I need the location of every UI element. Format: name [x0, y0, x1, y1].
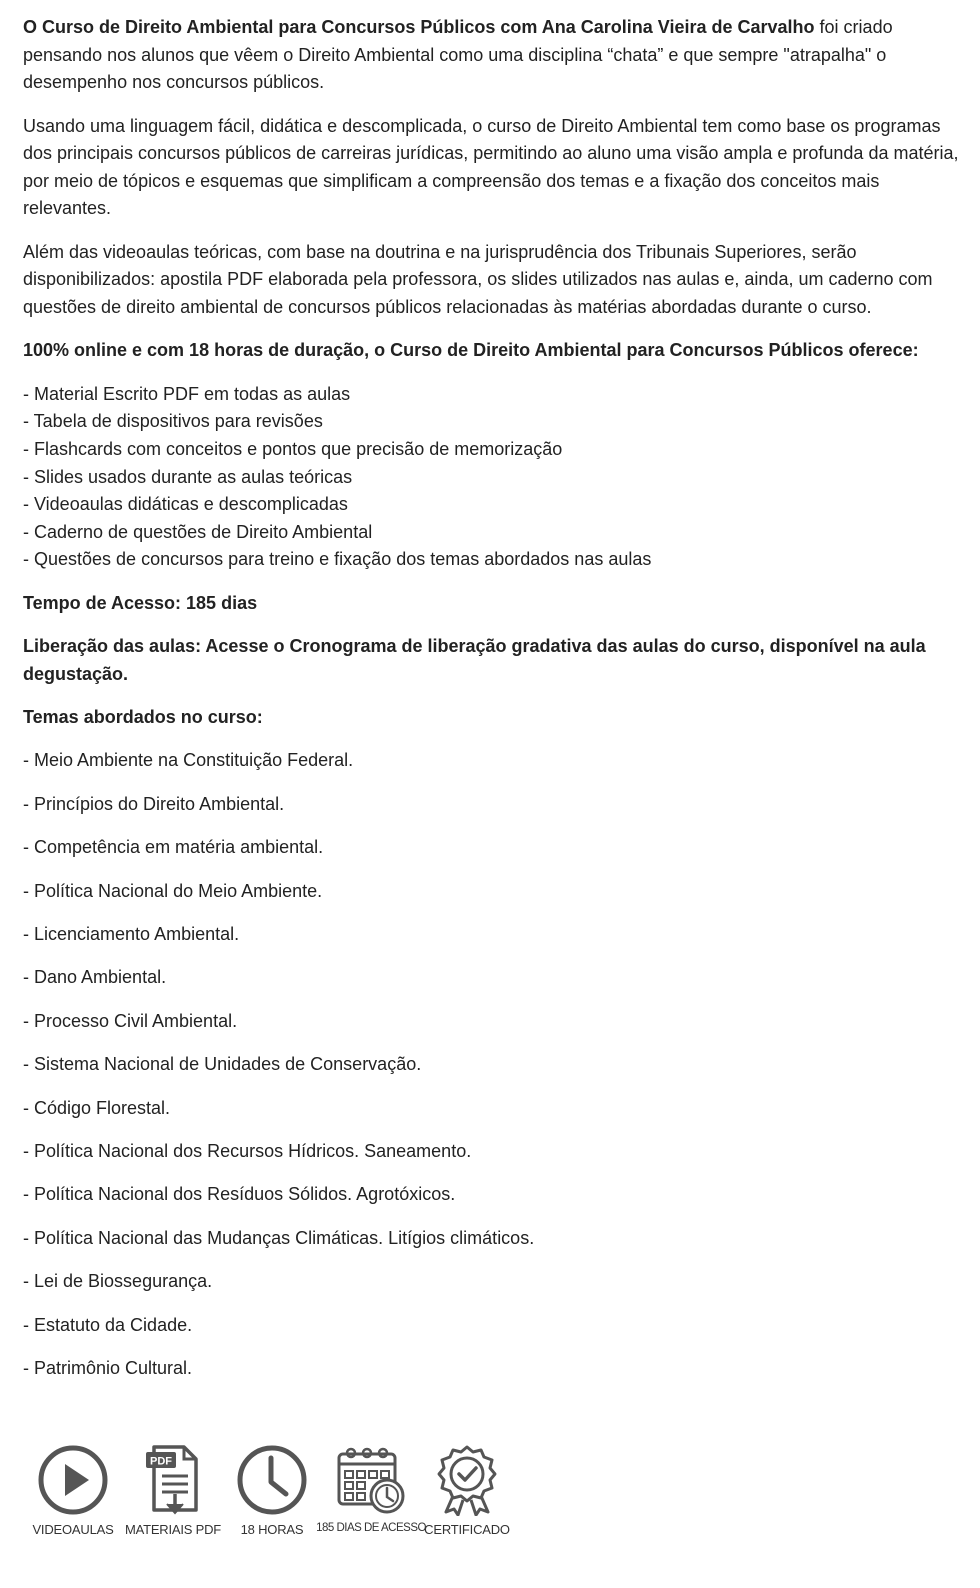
feature-certificado [421, 1444, 513, 1537]
list-item: - Processo Civil Ambiental. [23, 1010, 238, 1031]
intro-paragraph [23, 14, 963, 97]
intro-bold-lead: O Curso de Direito Ambiental para Concursos Públicos com Ana Carolina Vieira de Carvalho [23, 17, 815, 37]
list-item: - Material Escrito PDF em todas as aulas [23, 383, 351, 404]
feature-label: 185 DIAS DE ACESSO [316, 1522, 426, 1534]
certificate-badge-icon [437, 1444, 497, 1516]
feature-videoaulas [23, 1444, 123, 1537]
list-item: - Política Nacional das Mudanças Climáticas. Litígios climáticos. [23, 1227, 535, 1248]
list-item: - Questões de concursos para treino e fixação dos temas abordados nas aulas [23, 549, 652, 570]
play-circle-icon [37, 1444, 109, 1516]
feature-horas [223, 1444, 321, 1537]
feature-label: 18 HORAS [240, 1522, 304, 1537]
list-item: - Política Nacional dos Recursos Hídricos. Saneamento. [23, 1140, 472, 1161]
list-item: - Política Nacional dos Resíduos Sólidos. Agrotóxicos. [23, 1184, 456, 1205]
list-item: - Caderno de questões de Direito Ambiental [23, 521, 373, 542]
topics-list [23, 747, 963, 1382]
feature-label: CERTIFICADO [424, 1522, 510, 1537]
list-item: - Licenciamento Ambiental. [23, 924, 240, 944]
course-description [23, 14, 963, 1398]
feature-label: MATERIAIS PDF [124, 1522, 222, 1537]
list-item: - Meio Ambiente na Constituição Federal. [23, 750, 354, 771]
list-item: - Sistema Nacional de Unidades de Conservação. [23, 1054, 422, 1075]
list-item: - Slides usados durante as aulas teóricas [23, 466, 353, 487]
pdf-document-icon [140, 1444, 206, 1516]
list-item: - Estatuto da Cidade. [23, 1314, 193, 1335]
topics-heading: Temas abordados no curso: [23, 707, 263, 728]
list-item: - Código Florestal. [23, 1097, 171, 1118]
list-item: - Tabela de dispositivos para revisões [23, 411, 323, 432]
feature-materiais-pdf [123, 1444, 223, 1537]
list-item: - Política Nacional do Meio Ambiente. [23, 880, 323, 901]
list-item: - Flashcards com conceitos e pontos que precisão de memorização [23, 438, 563, 459]
calendar-clock-icon [335, 1444, 407, 1514]
feature-acesso [316, 1444, 426, 1534]
list-item: - Princípios do Direito Ambiental. [23, 793, 285, 814]
list-item: - Patrimônio Cultural. [23, 1357, 193, 1378]
paragraph-materials: Além das videoaulas teóricas, com base na doutrina e na jurisprudência dos Tribunais Superiores, serão disponibilizados: apostila PDF elaborada pela professora, os slides utilizados nas aulas e, ainda, um caderno com questões de direito ambiental de concursos públicos relacionadas às matérias abordadas durante o curso. [23, 241, 933, 317]
list-item: - Videoaulas didáticas e descomplicadas [23, 494, 348, 515]
clock-icon [236, 1444, 308, 1516]
release-schedule: Liberação das aulas: Acesse o Cronograma de liberação gradativa das aulas do curso, disponível na aula degustação. [23, 636, 926, 684]
intro-rest: foi criado pensando nos alunos que vêem o Direito Ambiental como uma disciplina “chata” e que sempre "atrapalha" o desempenho nos concursos públicos. [23, 17, 893, 93]
pdf-badge-text: PDF [150, 1455, 172, 1468]
paragraph-methodology: Usando uma linguagem fácil, didática e descomplicada, o curso de Direito Ambiental tem como base os programas dos principais concursos públicos de carreiras jurídicas, permitindo ao aluno uma visão ampla e profunda da matéria, por meio de tópicos e esquemas que simplificam a compreensão dos temas e a fixação dos conceitos mais relevantes. [23, 115, 959, 219]
list-item: - Competência em matéria ambiental. [23, 837, 324, 858]
access-time: Tempo de Acesso: 185 dias [23, 592, 258, 613]
feature-label: VIDEOAULAS [32, 1522, 114, 1537]
list-item: - Lei de Biossegurança. [23, 1271, 213, 1292]
offers-heading: 100% online e com 18 horas de duração, o Curso de Direito Ambiental para Concursos Públicos oferece: [23, 340, 919, 361]
offers-list [23, 381, 963, 574]
course-features [23, 1444, 513, 1537]
list-item: - Dano Ambiental. [23, 967, 167, 988]
